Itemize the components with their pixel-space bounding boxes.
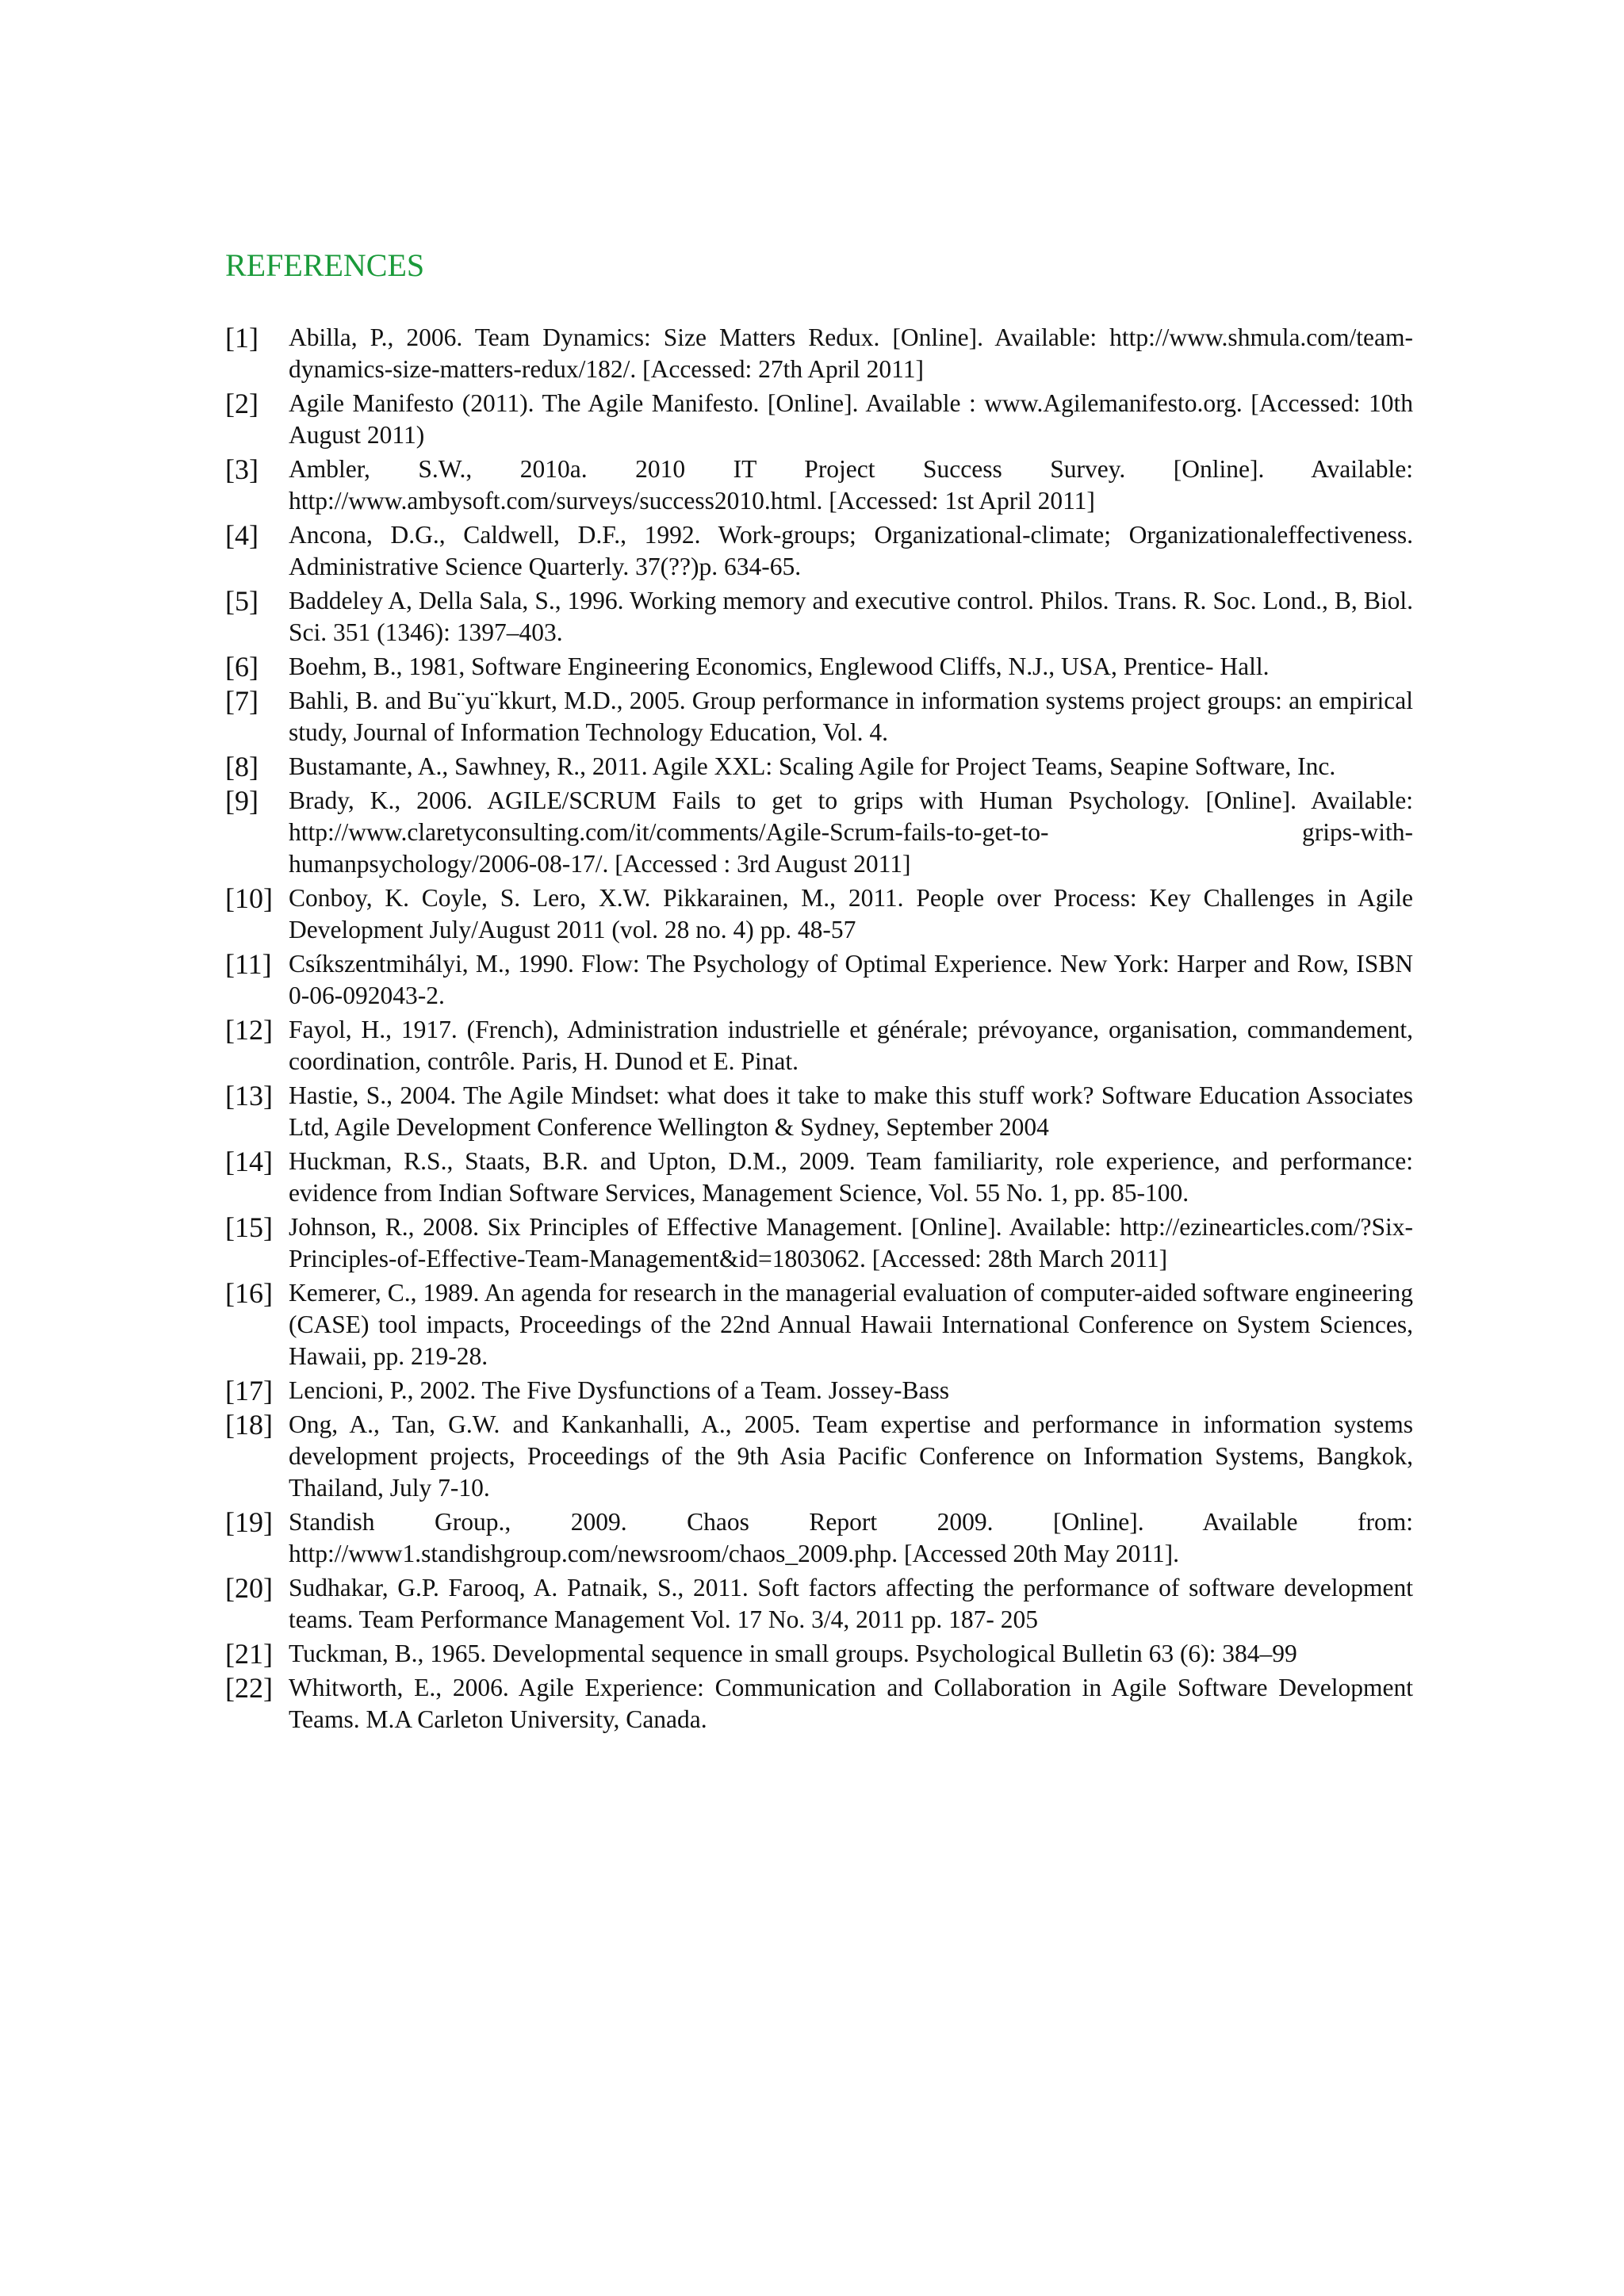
reference-text: Johnson, R., 2008. Six Principles of Effective Management. [Online]. Available: http://ezinearticles.com/?Six-Principles-of-Effective-Team-Management&id=1803062. [Accessed: 28th March 2011]	[289, 1213, 1413, 1272]
reference-item	[225, 651, 1413, 683]
reference-item	[225, 948, 1413, 1012]
reference-item	[225, 882, 1413, 946]
reference-number: [4]	[225, 519, 259, 551]
reference-item	[225, 1375, 1413, 1406]
reference-text: Bahli, B. and Bu¨yu¨kkurt, M.D., 2005. Group performance in information systems project groups: an empirical study, Journal of Information Technology Education, Vol. 4.	[289, 687, 1413, 746]
reference-text: Whitworth, E., 2006. Agile Experience: Communication and Collaboration in Agile Software Development Teams. M.A Carleton University, Canada.	[289, 1674, 1413, 1733]
reference-item	[225, 1506, 1413, 1570]
reference-number: [18]	[225, 1409, 273, 1441]
reference-number: [2]	[225, 388, 259, 419]
reference-number: [9]	[225, 785, 259, 817]
reference-item	[225, 785, 1413, 880]
reference-number: [5]	[225, 585, 259, 617]
reference-item	[225, 1014, 1413, 1077]
reference-number: [7]	[225, 685, 259, 717]
reference-item	[225, 1080, 1413, 1143]
reference-item	[225, 1572, 1413, 1636]
reference-text: Bustamante, A., Sawhney, R., 2011. Agile XXL: Scaling Agile for Project Teams, Seapine Software, Inc.	[289, 752, 1336, 780]
reference-item	[225, 1146, 1413, 1209]
reference-list	[225, 322, 1413, 1738]
reference-text: Ambler, S.W., 2010a. 2010 IT Project Success Survey. [Online]. Available: http://www.ambysoft.com/surveys/success2010.html. [Accessed: 1st April 2011]	[289, 455, 1413, 515]
reference-text: Hastie, S., 2004. The Agile Mindset: what does it take to make this stuff work? Software Education Associates Ltd, Agile Development Conference Wellington & Sydney, September 2004	[289, 1081, 1413, 1141]
reference-number: [15]	[225, 1211, 273, 1243]
reference-text: Ancona, D.G., Caldwell, D.F., 1992. Work-groups; Organizational-climate; Organizationaleffectiveness. Administrative Science Quarterly. 37(??)p. 634-65.	[289, 521, 1413, 580]
reference-item	[225, 453, 1413, 517]
reference-text: Standish Group., 2009. Chaos Report 2009. [Online]. Available from: http://www1.standishgroup.com/newsroom/chaos_2009.php. [Accessed 20th May 2011].	[289, 1508, 1413, 1567]
reference-number: [3]	[225, 453, 259, 485]
reference-number: [1]	[225, 322, 259, 354]
reference-number: [16]	[225, 1277, 273, 1309]
reference-text: Huckman, R.S., Staats, B.R. and Upton, D.M., 2009. Team familiarity, role experience, and performance: evidence from Indian Software Services, Management Science, Vol. 55 No. 1, pp. 85-100.	[289, 1147, 1413, 1207]
reference-text: Agile Manifesto (2011). The Agile Manifesto. [Online]. Available : www.Agilemanifesto.org. [Accessed: 10th August 2011)	[289, 389, 1413, 449]
reference-number: [17]	[225, 1375, 273, 1406]
reference-number: [11]	[225, 948, 272, 980]
reference-number: [8]	[225, 751, 259, 783]
reference-text: Csíkszentmihályi, M., 1990. Flow: The Psychology of Optimal Experience. New York: Harper and Row, ISBN 0-06-092043-2.	[289, 950, 1413, 1009]
reference-text: Sudhakar, G.P. Farooq, A. Patnaik, S., 2011. Soft factors affecting the performance of software development teams. Team Performance Management Vol. 17 No. 3/4, 2011 pp. 187- 205	[289, 1574, 1413, 1633]
reference-number: [6]	[225, 651, 259, 683]
reference-item	[225, 388, 1413, 451]
reference-text: Tuckman, B., 1965. Developmental sequence in small groups. Psychological Bulletin 63 (6): 384–99	[289, 1640, 1297, 1667]
reference-text: Ong, A., Tan, G.W. and Kankanhalli, A., 2005. Team expertise and performance in information systems development projects, Proceedings of the 9th Asia Pacific Conference on Information Systems, Bangkok, Thailand, July 7-10.	[289, 1410, 1413, 1502]
reference-text: Kemerer, C., 1989. An agenda for research in the managerial evaluation of computer-aided software engineering (CASE) tool impacts, Proceedings of the 22nd Annual Hawaii International Conference on System Sciences, Hawaii, pp. 219-28.	[289, 1279, 1413, 1370]
reference-text: Fayol, H., 1917. (French), Administration industrielle et générale; prévoyance, organisation, commandement, coordination, contrôle. Paris, H. Dunod et E. Pinat.	[289, 1016, 1413, 1075]
reference-text: Conboy, K. Coyle, S. Lero, X.W. Pikkarainen, M., 2011. People over Process: Key Challenges in Agile Development July/August 2011 (vol. 28 no. 4) pp. 48-57	[289, 884, 1413, 943]
reference-item	[225, 322, 1413, 385]
reference-text: Abilla, P., 2006. Team Dynamics: Size Matters Redux. [Online]. Available: http://www.shmula.com/team-dynamics-size-matters-redux/182/. [Accessed: 27th April 2011]	[289, 323, 1413, 383]
reference-item	[225, 1409, 1413, 1504]
reference-number: [10]	[225, 882, 273, 914]
reference-text: Baddeley A, Della Sala, S., 1996. Working memory and executive control. Philos. Trans. R. Soc. Lond., B, Biol. Sci. 351 (1346): 1397–403.	[289, 587, 1413, 646]
reference-number: [14]	[225, 1146, 273, 1177]
reference-number: [22]	[225, 1672, 273, 1704]
reference-item	[225, 585, 1413, 649]
reference-text: Lencioni, P., 2002. The Five Dysfunctions of a Team. Jossey-Bass	[289, 1376, 950, 1404]
reference-item	[225, 685, 1413, 748]
reference-text: Brady, K., 2006. AGILE/SCRUM Fails to get to grips with Human Psychology. [Online]. Available: http://www.claretyconsulting.com/it/comments/Agile-Scrum-fails-to-get-to- grips-with-humanpsychology/2006-08-17/. [Accessed : 3rd August 2011]	[289, 786, 1413, 878]
reference-item	[225, 1638, 1413, 1670]
reference-item	[225, 751, 1413, 783]
reference-number: [13]	[225, 1080, 273, 1112]
reference-number: [12]	[225, 1014, 273, 1046]
reference-item	[225, 1672, 1413, 1735]
reference-item	[225, 1277, 1413, 1372]
reference-number: [19]	[225, 1506, 273, 1538]
reference-text: Boehm, B., 1981, Software Engineering Economics, Englewood Cliffs, N.J., USA, Prentice- Hall.	[289, 652, 1270, 680]
reference-number: [21]	[225, 1638, 273, 1670]
reference-item	[225, 519, 1413, 583]
reference-item	[225, 1211, 1413, 1275]
reference-number: [20]	[225, 1572, 273, 1604]
section-heading: REFERENCES	[225, 247, 425, 283]
